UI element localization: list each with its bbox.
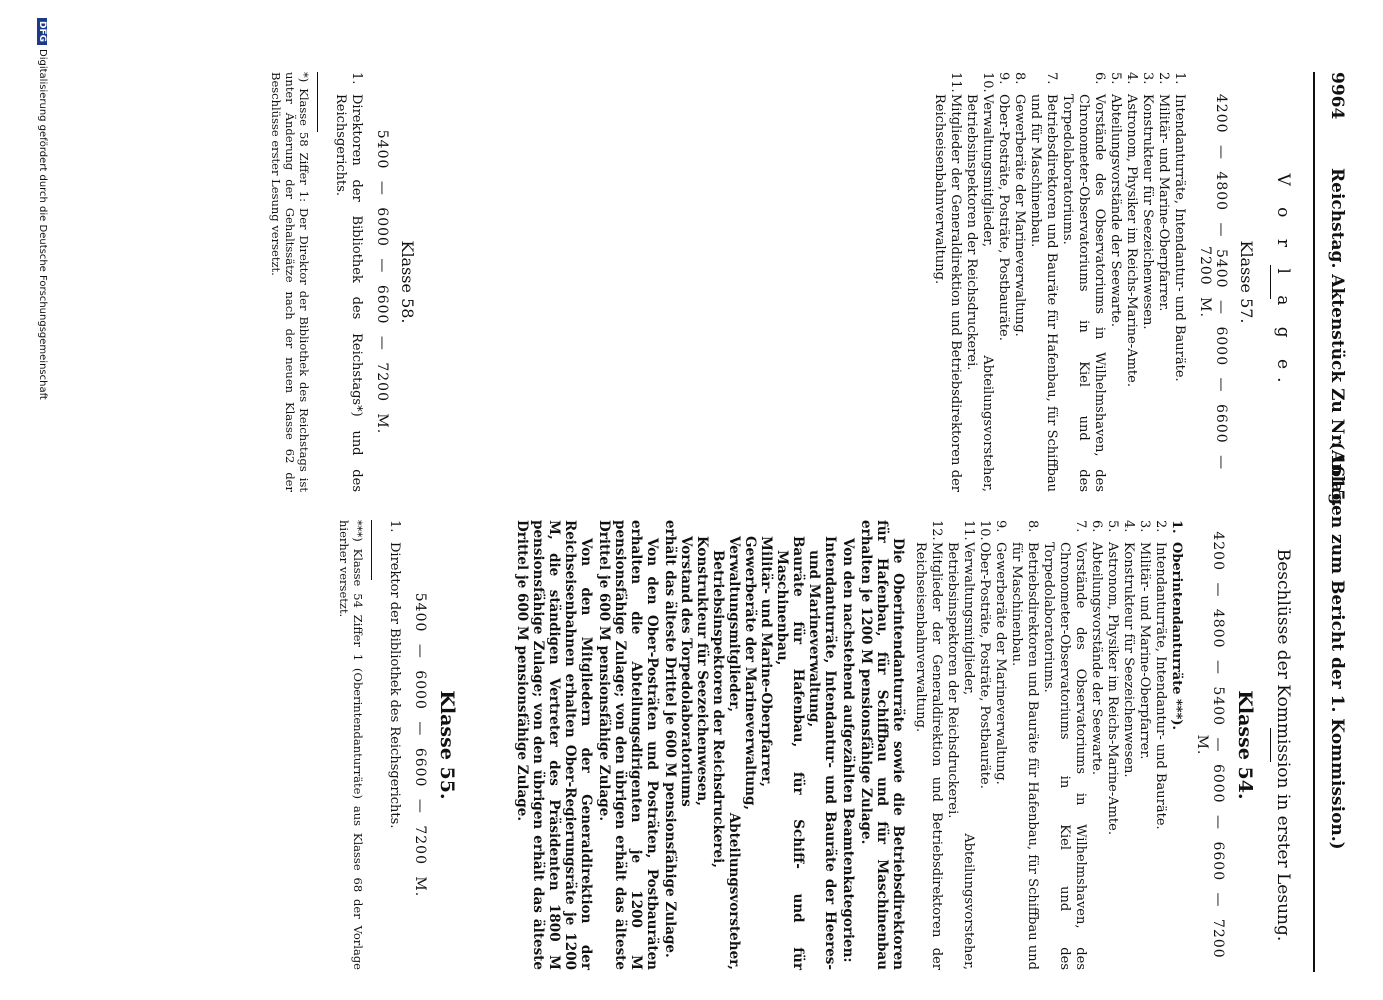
footnote-left: *) Klasse 58 Ziffer 1: Der Direktor der Bibliothek des Reichstags ist unter Änderung der Gehaltssätze nach der neuen Klasse 62 der Beschlüsse erster Lesung versetzt. — [269, 72, 311, 492]
list-item: 9. Gewerberäte der Marineverwaltung. — [993, 520, 1008, 785]
provision-paragraph: Von den Mitgliedern der Generaldirektion der Reichseisenbahnen erhalten Ober-Regierungsräte je 1200 M, die ständigen Vertreter des Präsidenten 1800 M pensionsfähige Zulage; von den übrigen erhält das älteste Drittel je 600 M pensionsfähige Zulage. — [514, 520, 594, 970]
provision-paragraph: Die Oberintendanturräte sowie die Betriebsdirektoren für Hafenbau, für Schiffbau und für Maschinenbau erhalten je 1200 M pensionsfähige Zulage. — [858, 520, 906, 970]
vorlage-title: V o r l a g e. — [1273, 173, 1293, 391]
header-subtitle: (Anlagen zum Bericht der 1. Kommission.) — [1327, 442, 1347, 850]
provision-paragraph: Von den Ober-Posträten und Posträten, Postbauräten erhalten die Abteilungsdirigenten je 1200 M pensionsfähige Zulage; von den übrigen erhält das älteste Drittel je 600 M pensionsfähige Zulage. — [596, 520, 660, 970]
page-number: 9964 — [1327, 72, 1347, 120]
list-item: 6. Abteilungsvorstände der Seewarte. — [1089, 520, 1104, 776]
beschluesse-column — [337, 520, 1305, 970]
list-item: 1. Oberintendanturräte ***). — [1169, 520, 1184, 731]
credit-text: Digitalisierung gefördert durch die Deutsche Forschungsgemeinschaft — [37, 49, 48, 400]
category-list — [678, 520, 838, 970]
list-item: 1. Intendanturräte, Intendantur- und Bauräte. — [1172, 72, 1187, 382]
klasse-55-salary: 5400 — 6000 — 6600 — 7200 M. — [412, 592, 428, 898]
list-item: 3. Konstrukteur für Seezeichenwesen. — [1140, 72, 1155, 330]
list-item: 8. Gewerberäte der Marineverwaltung. — [1012, 72, 1027, 337]
spacer — [472, 520, 512, 970]
klasse-55-title: Klasse 55. — [436, 690, 458, 800]
klasse-58-title: Klasse 58. — [398, 240, 417, 324]
list-item: 5. Astronom, Physiker im Reichs-Marine-Amte. — [1105, 520, 1120, 835]
page-header — [1313, 72, 1355, 972]
provision-paragraph: erhält das älteste Drittel je 600 M pensionsfähige Zulage. — [662, 520, 678, 958]
list-item: 9. Ober-Posträte, Posträte, Postbauräte. — [996, 72, 1011, 341]
list-item: 11. Mitglieder der Generaldirektion und Betriebsdirektoren der Reichseisenbahnverwaltung. — [932, 72, 963, 492]
dfg-logo: DFG — [37, 18, 47, 45]
klasse-58-list — [332, 72, 364, 492]
klasse-55-list — [386, 520, 402, 970]
title-rule — [1270, 265, 1271, 299]
klasse-57-list — [931, 72, 1187, 492]
header-title: Reichstag. Aktenstück Zu Nr. 1615. — [1327, 168, 1347, 507]
list-item: 10. Ober-Posträte, Posträte, Postbauräte. — [977, 520, 992, 789]
digitization-credit — [37, 18, 48, 400]
spacer — [431, 72, 931, 492]
category-item: Konstrukteur für Seezeichenwesen, — [694, 536, 710, 806]
category-item: Verwaltungsmitglieder, Abteilungsvorsteher, Betriebsinspektoren der Reichsdruckerei, — [710, 536, 742, 970]
list-item: 5. Abteilungsvorstände der Seewarte. — [1108, 72, 1123, 328]
provision-paragraph: Von den nachstehend aufgezählten Beamtenkategorien: — [840, 538, 856, 963]
category-item: Intendanturräte, Intendantur- und Bauräte der Heeres- und Marineverwaltung, — [806, 536, 838, 970]
list-item: 2. Intendanturräte, Intendantur- und Bauräte. — [1153, 520, 1168, 830]
list-item: 4. Astronom, Physiker im Reichs-Marine-Amte. — [1124, 72, 1139, 387]
list-item: 10. Verwaltungsmitglieder, Abteilungsvorsteher, Betriebsinspektoren der Reichsdruckerei. — [964, 72, 995, 492]
klasse-54-title: Klasse 54. — [1234, 690, 1256, 800]
list-item: 6. Vorstände des Observatoriums in Wilhelmshaven, des Chronometer-Observatoriums in Kiel und des Torpedolaboratoriums. — [1060, 72, 1107, 492]
list-item: 1. Direktoren der Bibliothek des Reichstags*) und des Reichsgerichts. — [333, 72, 364, 492]
list-item: 7. Vorstände des Observatoriums in Wilhelmshaven, des Chronometer-Observatoriums in Kiel und des Torpedolaboratoriums. — [1041, 520, 1088, 970]
list-item: 8. Betriebsdirektoren und Bauräte für Hafenbau, für Schiffbau und für Maschinenbau. — [1009, 520, 1040, 970]
beschluesse-title: Beschlüsse der Kommission in erster Lesung. — [1273, 548, 1293, 942]
footnote-rule — [317, 72, 318, 132]
footnote-right: ***) Klasse 54 Ziffer 1 (Oberintendanturräte) aus Klasse 68 der Vorlage hierher versetzt. — [337, 520, 365, 970]
vorlage-column — [269, 72, 1305, 492]
category-item: Vorstand des Torpedolaboratoriums — [678, 536, 694, 807]
klasse-54-salary: 4200 — 4800 — 5400 — 6000 — 6600 — 7200 M. — [1194, 531, 1226, 959]
category-item: Gewerberäte der Marineverwaltung, — [742, 536, 758, 811]
footnote-rule — [371, 520, 372, 580]
list-item: 2. Militär- und Marine-Oberpfarrer. — [1156, 72, 1171, 312]
list-item: 12. Mitglieder der Generaldirektion und Betriebsdirektoren der Reichseisenbahnverwaltung. — [913, 520, 944, 970]
klasse-57-title: Klasse 57. — [1237, 240, 1256, 324]
list-item: 1. Direktor der Bibliothek des Reichsgerichts. — [387, 520, 402, 829]
category-item: Militär- und Marine-Oberpfarrer, — [758, 536, 774, 787]
list-item: 11. Verwaltungsmitglieder, Abteilungsvorsteher, Betriebsinspektoren der Reichsdruckerei. — [945, 520, 976, 970]
klasse-54-list — [912, 520, 1184, 970]
klasse-57-salary: 4200 — 4800 — 5400 — 6000 — 6600 — 7200 M. — [1197, 93, 1229, 471]
title-rule — [1270, 728, 1271, 762]
category-item: Bauräte für Hafenbau, für Schiff- und für Maschinenbau, — [774, 536, 806, 970]
list-item: 4. Konstrukteur für Seezeichenwesen. — [1121, 520, 1136, 778]
list-item: 3. Militär- und Marine-Oberpfarrer. — [1137, 520, 1152, 760]
klasse-58-salary: 5400 — 6000 — 6600 — 7200 M. — [374, 129, 390, 435]
supplement-provisions — [514, 520, 906, 970]
list-item: 7. Betriebsdirektoren und Bauräte für Hafenbau, für Schiffbau und für Maschinenbau. — [1028, 72, 1059, 492]
